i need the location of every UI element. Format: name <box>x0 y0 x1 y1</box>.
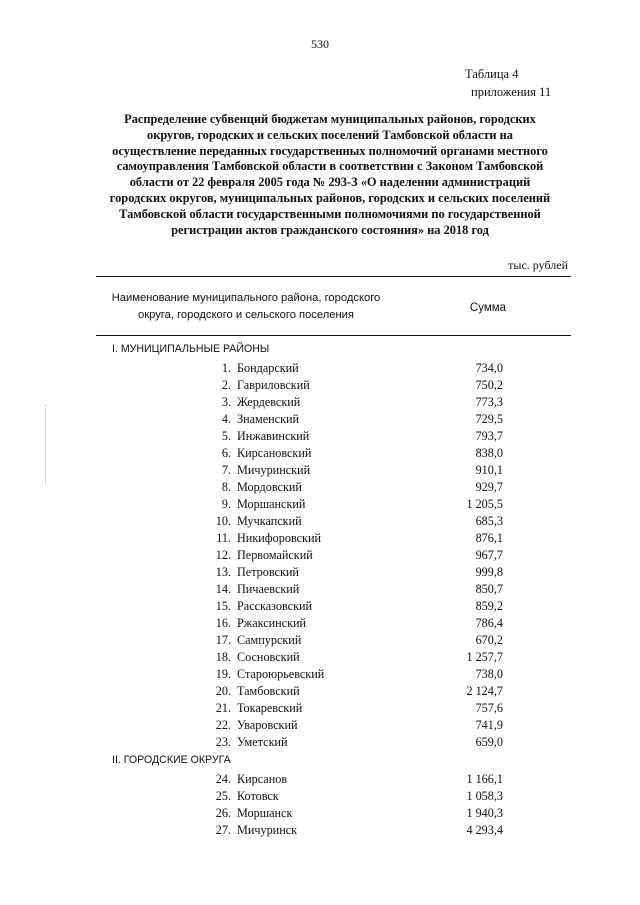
row-number: 21. <box>215 701 231 715</box>
table-row <box>96 823 503 840</box>
row-value: 1 940,3 <box>466 806 503 820</box>
table-row <box>96 361 503 378</box>
table-row <box>96 412 503 429</box>
column-header-name-line: округа, городского и сельского поселения <box>138 309 354 321</box>
row-number: 14. <box>215 582 231 596</box>
table-row <box>96 806 503 823</box>
row-name: Староюрьевский <box>237 667 325 681</box>
table-row <box>96 633 503 650</box>
title-line: Тамбовской области государственными полномочиями по государственной <box>119 206 541 221</box>
row-value: 738,0 <box>475 667 503 681</box>
table-row <box>96 514 503 531</box>
row-name: Инжавинский <box>237 429 310 443</box>
row-name: Гавриловский <box>237 378 310 392</box>
row-value: 1 205,5 <box>466 497 503 511</box>
row-number: 13. <box>215 565 231 579</box>
row-value: 999,8 <box>475 565 503 579</box>
row-number: 11. <box>216 531 231 545</box>
title-line: регистрации актов гражданского состояния» на 2018 год <box>171 222 489 237</box>
row-number: 2. <box>221 378 231 392</box>
table-row <box>96 772 503 789</box>
row-number: 19. <box>215 667 231 681</box>
row-name: Мордовский <box>237 480 302 494</box>
row-name: Никифоровский <box>237 531 322 545</box>
row-name: Уваровский <box>237 718 298 732</box>
row-number: 17. <box>215 633 231 647</box>
title-line: области от 22 февраля 2005 года № 293-З «О наделении администраций <box>129 175 531 190</box>
table-row <box>96 789 503 806</box>
row-value: 876,1 <box>475 531 503 545</box>
row-number: 7. <box>221 463 231 477</box>
row-name: Знаменский <box>237 412 300 426</box>
row-value: 729,5 <box>475 412 503 426</box>
row-number: 9. <box>221 497 231 511</box>
row-number: 25. <box>215 789 231 803</box>
units-label: тыс. рублей <box>508 258 568 272</box>
row-value: 929,7 <box>475 480 503 494</box>
row-name: Мичуринск <box>237 823 298 837</box>
table-row <box>96 565 503 582</box>
row-number: 10. <box>215 514 231 528</box>
table-header-rule <box>96 335 571 336</box>
row-value: 910,1 <box>475 463 503 477</box>
row-name: Кирсановский <box>237 446 312 460</box>
row-name: Токаревский <box>237 701 303 715</box>
table-row <box>96 616 503 633</box>
table-row <box>96 735 503 752</box>
row-value: 859,2 <box>475 599 503 613</box>
table-row <box>96 667 503 684</box>
row-value: 793,7 <box>475 429 503 443</box>
table-row <box>96 599 503 616</box>
row-name: Моршанский <box>237 497 306 511</box>
table-ref-line1: Таблица 4 <box>465 67 519 81</box>
row-number: 12. <box>215 548 231 562</box>
row-value: 1 058,3 <box>466 789 503 803</box>
row-number: 4. <box>221 412 231 426</box>
row-value: 2 124,7 <box>466 684 503 698</box>
table-row <box>96 395 503 412</box>
margin-mark <box>45 405 47 485</box>
row-name: Тамбовский <box>237 684 300 698</box>
row-name: Моршанск <box>237 806 293 820</box>
row-value: 1 257,7 <box>466 650 503 664</box>
row-number: 18. <box>215 650 231 664</box>
row-value: 786,4 <box>475 616 503 630</box>
row-value: 1 166,1 <box>466 772 503 786</box>
table-row <box>96 582 503 599</box>
column-header-sum: Сумма <box>469 302 507 314</box>
row-name: Ржаксинский <box>237 616 307 630</box>
row-value: 750,2 <box>475 378 503 392</box>
row-value: 967,7 <box>475 548 503 562</box>
table-row <box>96 497 503 514</box>
row-value: 659,0 <box>475 735 503 749</box>
row-number: 27. <box>215 823 231 837</box>
section-title: II. ГОРОДСКИЕ ОКРУГА <box>112 754 231 766</box>
row-name: Мичуринский <box>237 463 311 477</box>
row-number: 23. <box>215 735 231 749</box>
row-name: Первомайский <box>237 548 313 562</box>
row-number: 16. <box>215 616 231 630</box>
row-number: 15. <box>215 599 231 613</box>
row-name: Сампурский <box>237 633 302 647</box>
row-name: Котовск <box>237 789 279 803</box>
row-name: Уметский <box>237 735 288 749</box>
table-row <box>96 531 503 548</box>
title-line: округов, городских и сельских поселений Тамбовской области на <box>147 127 513 142</box>
table-row <box>96 684 503 701</box>
table-row <box>96 378 503 395</box>
title-line: городских округов, муниципальных районов, городских и сельских поселений <box>109 190 551 205</box>
row-value: 757,6 <box>475 701 503 715</box>
row-number: 5. <box>221 429 231 443</box>
row-number: 26. <box>215 806 231 820</box>
row-value: 850,7 <box>475 582 503 596</box>
table-row <box>96 446 503 463</box>
row-name: Мучкапский <box>237 514 302 528</box>
row-name: Рассказовский <box>237 599 313 613</box>
row-number: 24. <box>215 772 231 786</box>
row-number: 6. <box>221 446 231 460</box>
row-name: Бондарский <box>237 361 299 375</box>
row-name: Пичаевский <box>237 582 300 596</box>
table-row <box>96 429 503 446</box>
table-row <box>96 701 503 718</box>
row-number: 22. <box>215 718 231 732</box>
row-number: 20. <box>215 684 231 698</box>
table-reference <box>465 65 551 101</box>
row-value: 838,0 <box>475 446 503 460</box>
row-value: 773,3 <box>475 395 503 409</box>
table-row <box>96 480 503 497</box>
row-number: 3. <box>221 395 231 409</box>
row-value: 741,9 <box>475 718 503 732</box>
row-name: Жердевский <box>237 395 301 409</box>
row-name: Петровский <box>237 565 299 579</box>
column-header-name-line: Наименование муниципального района, городского <box>111 292 381 304</box>
row-value: 670,2 <box>475 633 503 647</box>
title-line: самоуправления Тамбовской области в соответствии с Законом Тамбовской <box>116 159 544 174</box>
table-row <box>96 463 503 480</box>
column-header-name <box>96 290 396 324</box>
page-number: 530 <box>311 37 329 51</box>
row-number: 1. <box>221 361 231 375</box>
table-row <box>96 718 503 735</box>
table-ref-line2: приложения 11 <box>471 85 552 99</box>
row-value: 685,3 <box>475 514 503 528</box>
row-name: Сосновский <box>237 650 300 664</box>
title-line: Распределение субвенций бюджетам муниципальных районов, городских <box>124 112 536 126</box>
table-top-rule <box>96 276 571 277</box>
document-title <box>88 112 572 238</box>
row-value: 734,0 <box>475 361 503 375</box>
row-number: 8. <box>221 480 231 494</box>
title-line: осуществление переданных государственных полномочий органами местного <box>112 143 548 158</box>
table-row <box>96 548 503 565</box>
table-row <box>96 650 503 667</box>
row-name: Кирсанов <box>237 772 288 786</box>
row-value: 4 293,4 <box>466 823 503 837</box>
section-title: I. МУНИЦИПАЛЬНЫЕ РАЙОНЫ <box>112 343 270 355</box>
